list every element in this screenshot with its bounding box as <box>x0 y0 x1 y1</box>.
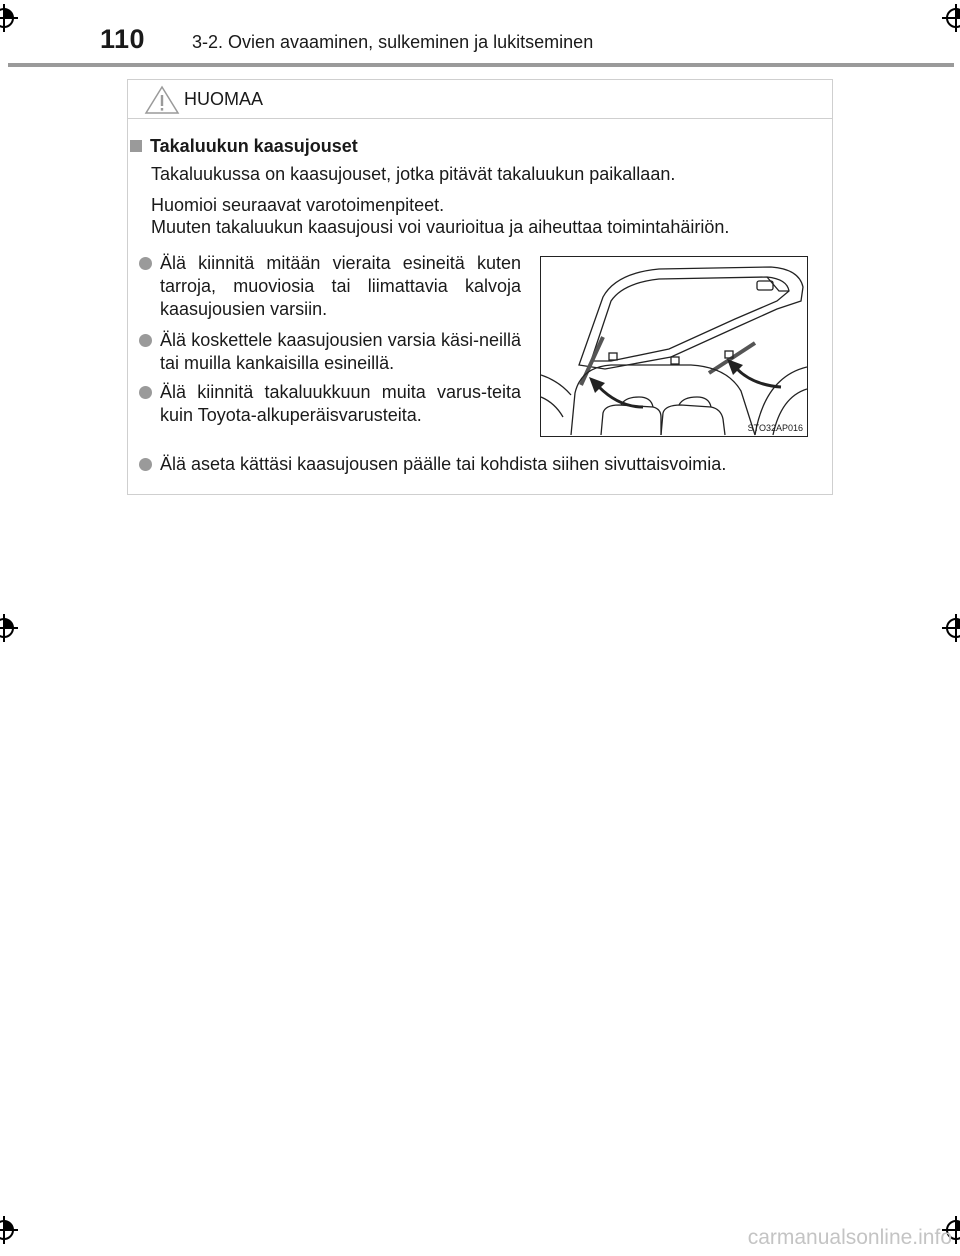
notice-box <box>127 79 833 495</box>
list-item-text: Älä koskettele kaasujousien varsia käsi-neillä tai muilla kankaisilla esineillä. <box>160 330 521 373</box>
list-item <box>139 453 829 476</box>
chapter-title: 3-2. Ovien avaaminen, sulkeminen ja lukitseminen <box>192 32 594 52</box>
notice-label: HUOMAA <box>184 89 264 109</box>
list-item <box>139 381 521 427</box>
bullet-dot-icon <box>139 458 152 471</box>
list-item-text: Älä aseta kättäsi kaasujousen päälle tai kohdista siihen sivuttaisvoimia. <box>160 454 727 474</box>
intro-paragraph: Takaluukussa on kaasujouset, jotka pitävät takaluukun paikallaan. <box>151 164 676 184</box>
bullet-dot-icon <box>139 386 152 399</box>
bullet-dot-icon <box>139 334 152 347</box>
figure-caption: STO32AP016 <box>747 423 803 433</box>
crop-mark-icon <box>942 614 960 642</box>
crop-mark-icon <box>0 4 18 32</box>
crop-mark-icon <box>0 1216 18 1244</box>
list-item-text: Älä kiinnitä mitään vieraita esineitä kuten tarroja, muoviosia tai liimattavia kalvoja kaasujousien varsiin. <box>160 253 521 319</box>
notice-header <box>128 80 832 119</box>
section-title-text: Takaluukun kaasujouset <box>150 136 358 156</box>
warning-triangle-icon <box>144 85 180 115</box>
watermark: carmanualsonline.info <box>747 1226 952 1249</box>
tailgate-gas-strut-drawing <box>541 257 807 436</box>
list-item <box>139 252 521 321</box>
list-item <box>139 329 521 375</box>
crop-mark-icon <box>942 4 960 32</box>
bullet-dot-icon <box>139 257 152 270</box>
consequence-line: Muuten takaluukun kaasujousi voi vaurioitua ja aiheuttaa toimintahäiriön. <box>151 217 730 237</box>
tailgate-illustration <box>540 256 808 437</box>
list-item-text: Älä kiinnitä takaluukkuun muita varus-teita kuin Toyota-alkuperäisvarusteita. <box>160 382 521 425</box>
crop-mark-icon <box>0 614 18 642</box>
precautions-line: Huomioi seuraavat varotoimenpiteet. <box>151 195 445 215</box>
section-title <box>130 136 358 157</box>
header-rule <box>8 63 954 67</box>
page-number: 110 <box>100 24 146 54</box>
square-bullet-icon <box>130 140 142 152</box>
